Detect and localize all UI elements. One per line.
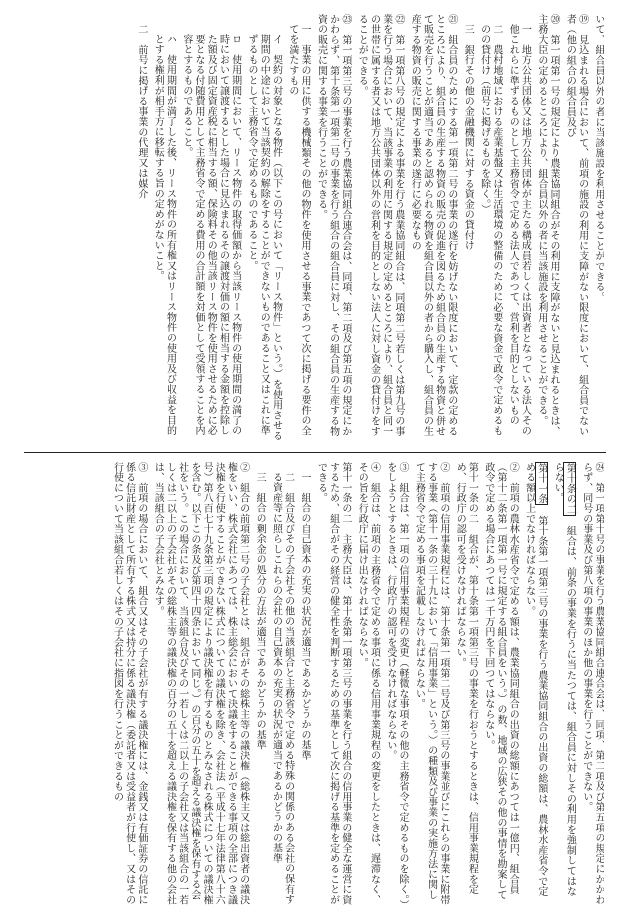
bottom-paragraph: 第十一条の二 主務大臣は、第十条第一項第三号の事業を行う組合の信用事業の健全な運営に資するため、組合がその経営の健全性を判断するための基準として次に掲げる基準を定めることができる。 [315,462,351,905]
bottom-paragraph: 一 組合の自己資本の充実の状況が適当であるかどうかの基準 [299,472,311,761]
top-paragraph: ⑲ 見込まれる場合において、前項の施設の利用に支障がない限度において、組合員でない者（他の組合の組合員及び [564,14,588,437]
bottom-paragraph: 三 組合の剰余金の処分の方法が適当であるかどうかの基準 [254,472,266,751]
top-paragraph: ㉒ 第一項第八号の規定による事業を行う農業協同組合は、同項第二号若しくは第九号の事業を行う場合において、当該事業の利用に関する規定の定めるところにより、組合員と同一の世帯に属する者又は地方公共団体以外の営利を目的としない法人に対し資金の貸付けをすることができる。 [356,14,404,437]
article-body: 第十条第一項第三号の事業を行う農業協同組合の出資の総額は、農林水産省令で定める額以上でなければならない。 [523,462,547,897]
top-paragraph: ㉑ 組合員のためにする第一項第二号の事業の遂行を妨げない限度において、定款の定めるところにより、組合員の生産する物資の販売の促進を図るため組合員の生産する物資と併せて販売を行うことが適当であると認められる物資を組合員以外の者から購入し、組合員の生産する物資の販売に関する事業の遂行に必要なもの [409,14,457,437]
article-heading-box: 第十一条 [535,463,547,505]
top-paragraph: 三 銀行その他の金融機関に対する資金の貸付け [462,24,474,251]
lower-text-block [26,462,604,906]
top-paragraph: ロ 使用期間において、リース物件の取得価額から当該リース物件の使用期間の満了の時において譲渡するとした場合に見込まれるその譲渡対価の額に相当する金額を控除した額及び固定資産税に相当する額、保険料その他当該リース物件を使用させるために必要となる付随費用として主務省令で定める費用の合計額を対価として受領することを内容とするものであること。 [180,34,241,436]
bottom-paragraph: ㉔ 第一項第十号の事業を行う農業協同組合連合会は、同項、第二項及び第五項の規定にかかわらず、同号の事業及び第八項の事業のほか他の事業を行うことができない。 [580,462,604,905]
bottom-paragraph: 二 組合及びその子会社その他の当該組合と主務省令で定める特殊の関係のある会社の保有する資産等に照らしこれらの会社の自己資本の充実の状況が適当であるかどうかの基準 [270,472,294,905]
article-body: 組合は、前条の事業を行うに当たつては、組合員に対しその利用を強制してはならない。 [552,462,576,897]
bottom-paragraph [551,462,575,906]
bottom-paragraph: ③ 組合は、第一項の信用事業規程の変更（軽微な事項その他の主務省令で定めるものを除く。）をしようとするときは、行政庁の認可を受けなければならない。 [384,462,409,906]
bottom-paragraph [522,462,546,906]
bottom-paragraph: ② 前項の信用事業規程には、第十条第一項第二号及び第三号の事業並びにこれらの事業に附帯する事業（第十一条の三十九において「信用事業」という。）の種類及び事業の実施方法に関して主務省令で定める事項を記載しなければならない。 [413,462,449,905]
top-paragraph: いて、組合員以外の者に当該施設を利用させることができる。 [593,14,604,303]
top-paragraph: 二 前号に掲げる事業の代理又は媒介 [135,24,147,200]
bottom-paragraph: 第十一条の二 組合が、第十条第一項第三号の事業を行おうとするときは、信用事業規程を定め、行政庁の認可を受けなければならない。 [454,462,478,895]
top-paragraph: ハ 使用期間が満了した後、リース物件の所有権又はリース物件の使用及び収益を目的とする権利が相手方に移転する旨の定めがないこと。 [152,34,176,436]
bottom-paragraph: ② 組合の前項第二号の子会社とは、組合がその総株主等の議決権（総株主又は総出資者の議決権をいい、株式会社にあつては、株主総会において決議をすることができる事項の全部につき議決権を行使することができない株式についての議決権を除き、会社法（平成十七年法律第八十六号）第八百七十九条第三項の規定により議決権を有するものとみなされる株式についての議決権を含む。以下この条及び第四十四条において同じ。）の百分の五十を超える議決権を保有する会社をいう。この場合において、当該組合及びその一若しくは二以上の子会社又は当該組合の一若しくは二以上の子会社がその総株主等の議決権の百分の五十を超える議決権を保有する他の会社は、当該組合の子会社とみなす。 [152,462,249,905]
bottom-paragraph: ② 前項の農林水産省令で定める額は、農業協同組合の出資の総額にあつては一億円、組合員（第十二条第一項第一号に規定する組合員をいう。）の数、地域の広狭その他の事情を勘案して政令で定める場合にあつては一千万円を下回つてはならない。 [482,462,519,900]
top-paragraph: 一 事業の用に供する機械類その他の物件を使用させる事業であつて次に掲げる要件の全てを満たすもの [286,24,311,436]
upper-text-block [26,14,604,444]
article-heading-box: 第十条の二 [564,463,576,515]
top-paragraph: 二 農村地域における産業基盤又は生活環境の整備のために必要な資金で政令で定めるものの貸付け（前号に掲げるものを除く。） [478,24,502,436]
bottom-paragraph: ④ 組合は、前項の主務省令で定める事項に係る信用事業規程の変更をしたときは、遅滞なく、その旨を行政庁に届け出なければならない。 [356,462,380,905]
top-paragraph: ⑳ 第一項第一号の規定により農業協同組合がその利用に支障がないと見込まれるときは、主務大臣の定めるところにより、組合員以外の者に当該施設を利用させることができる。 [535,14,560,437]
top-paragraph: ㉓ 第一項第三号の事業を行う農業協同組合連合会は、同項、第二項及び第五項の規定にかかわらず、第十条第一項第二号の事業を行う組合の組合員に対し、その組合員の生産する物資の販売に関する事業を行うことができる。 [315,14,351,437]
bottom-paragraph: ③ 前項の場合において、組合又はその子会社が有する議決権には、金銭又は有価証券の信託に係る信託財産として所有する株式又は持分に係る議決権（委託者又は受益者が行使し、又はその行使について当該組合若しくはその子会社に指図を行うことができるもの [111,462,147,905]
horizontal-divider [24,452,606,453]
top-paragraph: 一 地方公共団体又は地方公共団体が主たる構成員若しくは出資者となっている法人その他これらに準ずるものとして主務省令で定める法人であつて、営利を目的としないもの [507,24,531,436]
top-paragraph: イ 契約の対象となる物件（以下この号において「リース物件」という。）を使用させる期間の中途において当該契約の解除をすることができないものであること又はこれに準ずるものとして主務省令で定めるものであること。 [246,34,282,441]
